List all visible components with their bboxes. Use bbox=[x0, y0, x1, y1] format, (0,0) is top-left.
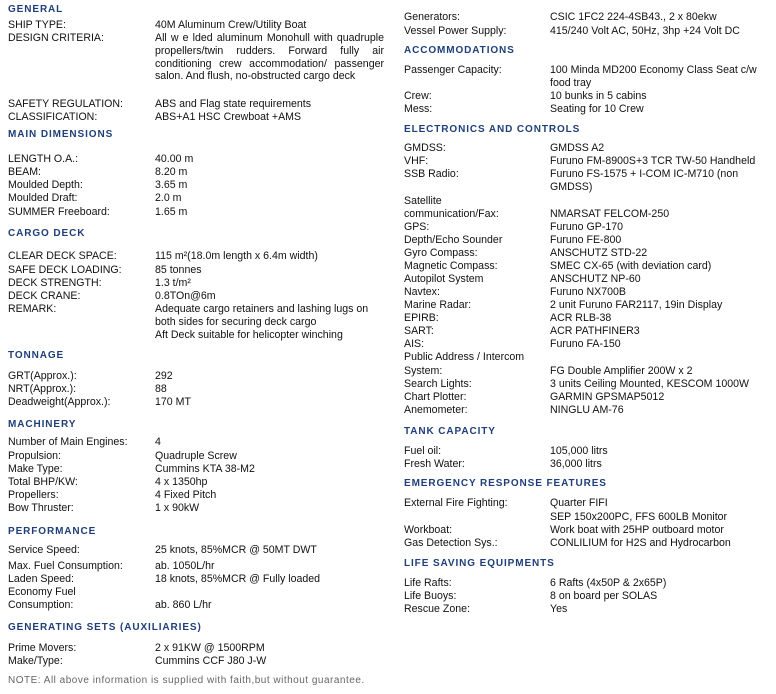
spec-value: 8 on board per SOLAS bbox=[550, 590, 658, 602]
spec-label: Magnetic Compass: bbox=[404, 260, 498, 272]
spec-label: Moulded Depth: bbox=[8, 179, 83, 191]
spec-label: Economy Fuel bbox=[8, 586, 76, 598]
spec-label: Moulded Draft: bbox=[8, 192, 78, 204]
section-title-cargo-deck: CARGO DECK bbox=[8, 228, 86, 239]
spec-value: ab. 1050L/hr bbox=[155, 560, 215, 572]
spec-value: ab. 860 L/hr bbox=[155, 599, 212, 611]
spec-label: Propulsion: bbox=[8, 450, 61, 462]
spec-value: 4 bbox=[155, 436, 161, 448]
spec-value: 36,000 litrs bbox=[550, 458, 602, 470]
spec-value: SMEC CX-65 (with deviation card) bbox=[550, 260, 712, 272]
spec-value: GARMIN GPSMAP5012 bbox=[550, 391, 665, 403]
section-title-performance: PERFORMANCE bbox=[8, 526, 97, 537]
spec-label: Autopilot System bbox=[404, 273, 484, 285]
spec-label: Total BHP/KW: bbox=[8, 476, 78, 488]
spec-label: VHF: bbox=[404, 155, 429, 167]
spec-label: Chart Plotter: bbox=[404, 391, 467, 403]
spec-value: 115 m²(18.0m length x 6.4m width) bbox=[155, 250, 318, 262]
spec-label: Vessel Power Supply: bbox=[404, 25, 507, 37]
spec-value: 415/240 Volt AC, 50Hz, 3hp +24 Volt DC bbox=[550, 25, 740, 37]
spec-label: Gas Detection Sys.: bbox=[404, 537, 498, 549]
section-title-accommodations: ACCOMMODATIONS bbox=[404, 45, 515, 56]
spec-label: NRT(Approx.): bbox=[8, 383, 77, 395]
spec-value: 0.8TOn@6m bbox=[155, 290, 216, 302]
spec-label: Navtex: bbox=[404, 286, 440, 298]
spec-label: SSB Radio: bbox=[404, 168, 459, 180]
spec-label: Passenger Capacity: bbox=[404, 64, 502, 76]
spec-value: 4 x 1350hp bbox=[155, 476, 208, 488]
spec-value: 3.65 m bbox=[155, 179, 188, 191]
spec-label: SUMMER Freeboard: bbox=[8, 206, 110, 218]
spec-label: AIS: bbox=[404, 338, 425, 350]
section-title-main-dimensions: MAIN DIMENSIONS bbox=[8, 129, 114, 140]
spec-value: Furuno FA-150 bbox=[550, 338, 621, 350]
spec-value: SEP 150x200PC, FFS 600LB Monitor bbox=[550, 511, 728, 523]
spec-label: SAFETY REGULATION: bbox=[8, 98, 123, 110]
section-title-general: GENERAL bbox=[8, 4, 64, 15]
spec-label: Search Lights: bbox=[404, 378, 472, 390]
spec-label: BEAM: bbox=[8, 166, 41, 178]
spec-label: REMARK: bbox=[8, 303, 57, 315]
spec-label: GRT(Approx.): bbox=[8, 370, 77, 382]
spec-value: Work boat with 25HP outboard motor bbox=[550, 524, 724, 536]
spec-value: 2 x 91KW @ 1500RPM bbox=[155, 642, 265, 654]
spec-value: All w e lded aluminum Monohull with quadruple propellers/twin rudders. Forward fully air conditioning crew accommodation/ passenger salon. And flush, no-obstructed cargo deck bbox=[155, 32, 384, 83]
spec-value: ACR PATHFINER3 bbox=[550, 325, 640, 337]
spec-label: Number of Main Engines: bbox=[8, 436, 128, 448]
spec-value: CSIC 1FC2 224-4SB43., 2 x 80ekw bbox=[550, 11, 717, 23]
spec-label: Make Type: bbox=[8, 463, 63, 475]
spec-value: 105,000 litrs bbox=[550, 445, 608, 457]
spec-value: 2.0 m bbox=[155, 192, 182, 204]
spec-value: 88 bbox=[155, 383, 167, 395]
spec-value: Furuno FE-800 bbox=[550, 234, 622, 246]
spec-value: 1 x 90kW bbox=[155, 502, 200, 514]
section-title-generating-sets: GENERATING SETS (AUXILIARIES) bbox=[8, 622, 202, 633]
spec-label: Deadweight(Approx.): bbox=[8, 396, 111, 408]
section-title-tonnage: TONNAGE bbox=[8, 350, 65, 361]
spec-label: Propellers: bbox=[8, 489, 59, 501]
spec-value: 1.3 t/m² bbox=[155, 277, 191, 289]
spec-value: ABS and Flag state requirements bbox=[155, 98, 312, 110]
spec-label: Prime Movers: bbox=[8, 642, 77, 654]
spec-label: Rescue Zone: bbox=[404, 603, 470, 615]
spec-label: CLASSIFICATION: bbox=[8, 111, 98, 123]
spec-value: 100 Minda MD200 Economy Class Seat c/w food tray bbox=[550, 64, 757, 89]
spec-value: Cummins CCF J80 J-W bbox=[155, 655, 267, 667]
spec-label: Workboat: bbox=[404, 524, 453, 536]
spec-label: Bow Thruster: bbox=[8, 502, 74, 514]
spec-value: 4 Fixed Pitch bbox=[155, 489, 217, 501]
spec-value: 3 units Ceiling Mounted, KESCOM 1000W bbox=[550, 378, 750, 390]
spec-label: DECK STRENGTH: bbox=[8, 277, 102, 289]
spec-label: Satellite communication/Fax: bbox=[404, 195, 499, 220]
spec-label: External Fire Fighting: bbox=[404, 497, 508, 509]
spec-label: SART: bbox=[404, 325, 434, 337]
spec-value: 40M Aluminum Crew/Utility Boat bbox=[155, 19, 307, 31]
spec-label: Marine Radar: bbox=[404, 299, 472, 311]
spec-value: 85 tonnes bbox=[155, 264, 202, 276]
spec-value: Yes bbox=[550, 603, 568, 615]
spec-label: DECK CRANE: bbox=[8, 290, 81, 302]
spec-label: Mess: bbox=[404, 103, 433, 115]
spec-label: Life Buoys: bbox=[404, 590, 457, 602]
spec-value: 2 unit Furuno FAR2117, 19in Display bbox=[550, 299, 723, 311]
spec-value: ACR RLB-38 bbox=[550, 312, 612, 324]
spec-value: 18 knots, 85%MCR @ Fully loaded bbox=[155, 573, 321, 585]
spec-value: 6 Rafts (4x50P & 2x65P) bbox=[550, 577, 667, 589]
spec-label: Fresh Water: bbox=[404, 458, 465, 470]
spec-label: Crew: bbox=[404, 90, 432, 102]
spec-label: Consumption: bbox=[8, 599, 74, 611]
spec-label: Public Address / Intercom bbox=[404, 351, 525, 363]
spec-label: Fuel oil: bbox=[404, 445, 442, 457]
spec-value: 25 knots, 85%MCR @ 50MT DWT bbox=[155, 544, 317, 556]
spec-value: Furuno FS-1575 + I-COM IC-M710 (non GMDSS) bbox=[550, 168, 739, 193]
section-title-tank-capacity: TANK CAPACITY bbox=[404, 426, 496, 437]
spec-label: Anemometer: bbox=[404, 404, 468, 416]
spec-label: DESIGN CRITERIA: bbox=[8, 32, 104, 44]
spec-value: Furuno FM-8900S+3 TCR TW-50 Handheld bbox=[550, 155, 756, 167]
footer-note: NOTE: All above information is supplied with faith,but without guarantee. bbox=[8, 675, 365, 686]
spec-label: Max. Fuel Consumption: bbox=[8, 560, 123, 572]
spec-value: Seating for 10 Crew bbox=[550, 103, 644, 115]
spec-value: 10 bunks in 5 cabins bbox=[550, 90, 647, 102]
spec-label: SAFE DECK LOADING: bbox=[8, 264, 122, 276]
spec-value: 8.20 m bbox=[155, 166, 188, 178]
spec-value: ANSCHUTZ STD-22 bbox=[550, 247, 648, 259]
spec-value: Cummins KTA 38-M2 bbox=[155, 463, 255, 475]
spec-value: 40.00 m bbox=[155, 153, 194, 165]
spec-value: Adequate cargo retainers and lashing lugs on both sides for securing deck cargo bbox=[155, 303, 369, 328]
spec-value: Aft Deck suitable for helicopter winching bbox=[155, 329, 343, 341]
spec-value: 292 bbox=[155, 370, 173, 382]
spec-label: Depth/Echo Sounder bbox=[404, 234, 503, 246]
spec-label: GMDSS: bbox=[404, 142, 446, 154]
section-title-machinery: MACHINERY bbox=[8, 419, 77, 430]
spec-value: ANSCHUTZ NP-60 bbox=[550, 273, 641, 285]
spec-value: Furuno NX700B bbox=[550, 286, 626, 298]
spec-label: Service Speed: bbox=[8, 544, 80, 556]
spec-value: NINGLU AM-76 bbox=[550, 404, 624, 416]
section-title-emergency: EMERGENCY RESPONSE FEATURES bbox=[404, 478, 607, 489]
spec-label: Life Rafts: bbox=[404, 577, 452, 589]
spec-label: Generators: bbox=[404, 11, 460, 23]
spec-label: System: bbox=[404, 365, 443, 377]
spec-value: 1.65 m bbox=[155, 206, 188, 218]
spec-label: LENGTH O.A.: bbox=[8, 153, 79, 165]
spec-value: GMDSS A2 bbox=[550, 142, 605, 154]
section-title-life-saving: LIFE SAVING EQUIPMENTS bbox=[404, 558, 555, 569]
spec-label: Make/Type: bbox=[8, 655, 63, 667]
spec-value: ABS+A1 HSC Crewboat +AMS bbox=[155, 111, 302, 123]
spec-value: FG Double Amplifier 200W x 2 bbox=[550, 365, 693, 377]
spec-value: 170 MT bbox=[155, 396, 191, 408]
spec-value: Quarter FIFI bbox=[550, 497, 608, 509]
section-title-electronics: ELECTRONICS AND CONTROLS bbox=[404, 124, 581, 135]
spec-label: CLEAR DECK SPACE: bbox=[8, 250, 117, 262]
spec-label: GPS: bbox=[404, 221, 430, 233]
spec-label: Laden Speed: bbox=[8, 573, 74, 585]
spec-value: CONLILIUM for H2S and Hydrocarbon bbox=[550, 537, 731, 549]
spec-value: Quadruple Screw bbox=[155, 450, 237, 462]
spec-value: Furuno GP-170 bbox=[550, 221, 624, 233]
spec-label: EPIRB: bbox=[404, 312, 439, 324]
spec-label: SHIP TYPE: bbox=[8, 19, 66, 31]
spec-label: Gyro Compass: bbox=[404, 247, 478, 259]
spec-value: NMARSAT FELCOM-250 bbox=[550, 208, 670, 220]
